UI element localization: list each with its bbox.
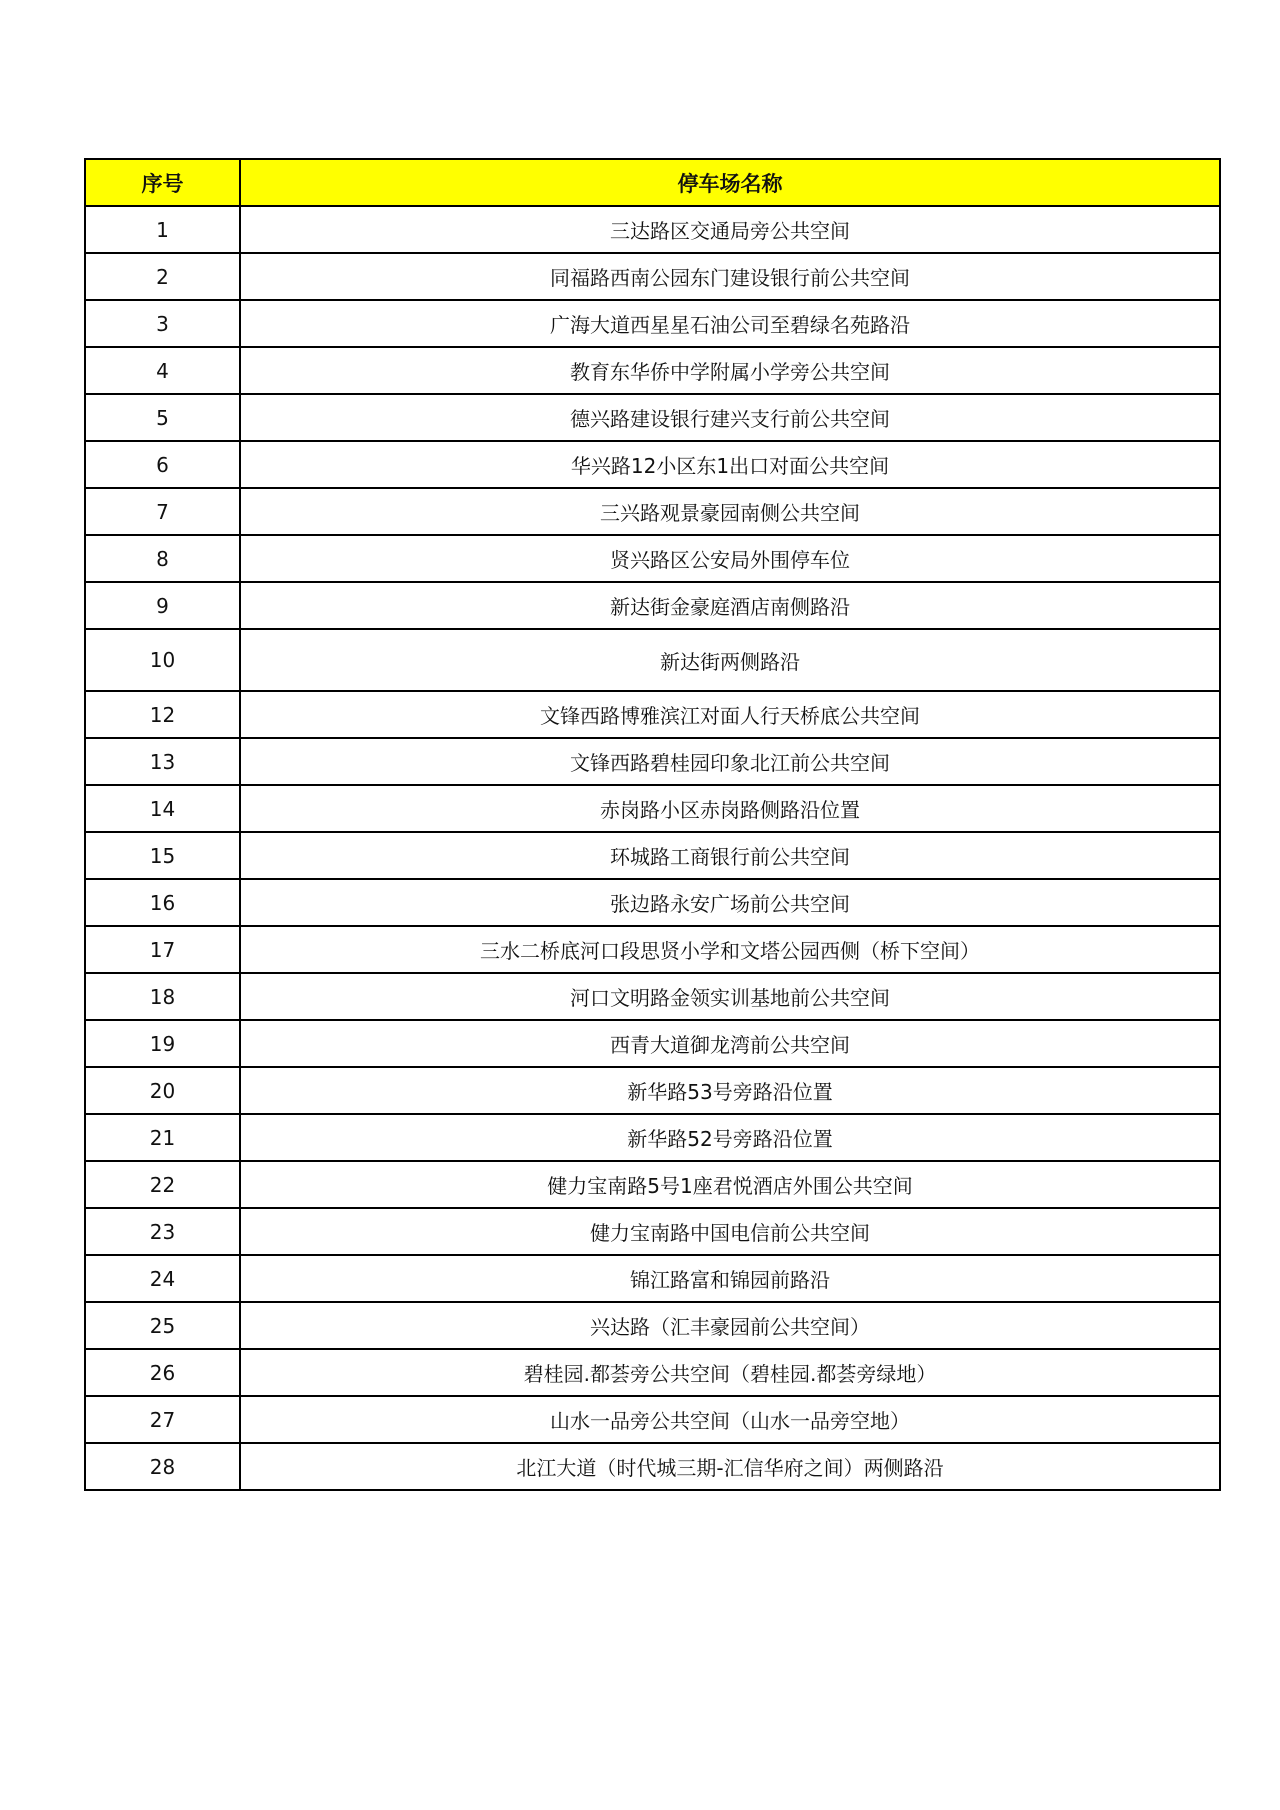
row-index-cell: 6: [85, 441, 240, 488]
row-parking-name-cell: 赤岗路小区赤岗路侧路沿位置: [240, 785, 1220, 832]
row-parking-name-cell: 锦江路富和锦园前路沿: [240, 1255, 1220, 1302]
table-row: [85, 926, 1220, 973]
row-index-cell: 22: [85, 1161, 240, 1208]
table-row: [85, 1020, 1220, 1067]
row-index-cell: 5: [85, 394, 240, 441]
row-parking-name-cell: 西青大道御龙湾前公共空间: [240, 1020, 1220, 1067]
table-row: [85, 879, 1220, 926]
parking-list-sheet: [84, 158, 1219, 1491]
row-parking-name-cell: 三水二桥底河口段思贤小学和文塔公园西侧（桥下空间）: [240, 926, 1220, 973]
table-row: [85, 1161, 1220, 1208]
row-parking-name-cell: 文锋西路碧桂园印象北江前公共空间: [240, 738, 1220, 785]
table-row: [85, 1302, 1220, 1349]
table-row: [85, 1255, 1220, 1302]
table-row: [85, 441, 1220, 488]
table-header-row: [85, 159, 1220, 206]
table-row: [85, 488, 1220, 535]
table-row: [85, 394, 1220, 441]
row-parking-name-cell: 华兴路12小区东1出口对面公共空间: [240, 441, 1220, 488]
row-index-cell: 17: [85, 926, 240, 973]
row-index-cell: 15: [85, 832, 240, 879]
table-row: [85, 738, 1220, 785]
row-parking-name-cell: 新华路52号旁路沿位置: [240, 1114, 1220, 1161]
row-index-cell: 26: [85, 1349, 240, 1396]
table-row: [85, 1349, 1220, 1396]
row-index-cell: 23: [85, 1208, 240, 1255]
row-index-cell: 13: [85, 738, 240, 785]
row-index-cell: 25: [85, 1302, 240, 1349]
row-index-cell: 16: [85, 879, 240, 926]
row-index-cell: 7: [85, 488, 240, 535]
row-parking-name-cell: 健力宝南路中国电信前公共空间: [240, 1208, 1220, 1255]
row-index-cell: 21: [85, 1114, 240, 1161]
header-index: 序号: [85, 159, 240, 206]
row-index-cell: 3: [85, 300, 240, 347]
row-index-cell: 4: [85, 347, 240, 394]
row-index-cell: 1: [85, 206, 240, 253]
table-row: [85, 582, 1220, 629]
table-row: [85, 1114, 1220, 1161]
row-index-cell: 12: [85, 691, 240, 738]
header-parking-name: 停车场名称: [240, 159, 1220, 206]
row-index-cell: 27: [85, 1396, 240, 1443]
table-row: [85, 535, 1220, 582]
row-parking-name-cell: 河口文明路金领实训基地前公共空间: [240, 973, 1220, 1020]
row-index-cell: 14: [85, 785, 240, 832]
row-index-cell: 28: [85, 1443, 240, 1490]
table-row: [85, 973, 1220, 1020]
row-index-cell: 18: [85, 973, 240, 1020]
parking-lot-table: [84, 158, 1221, 1491]
row-parking-name-cell: 贤兴路区公安局外围停车位: [240, 535, 1220, 582]
row-index-cell: 2: [85, 253, 240, 300]
row-parking-name-cell: 山水一品旁公共空间（山水一品旁空地）: [240, 1396, 1220, 1443]
table-body: [85, 206, 1220, 1490]
row-index-cell: 10: [85, 629, 240, 691]
row-parking-name-cell: 北江大道（时代城三期-汇信华府之间）两侧路沿: [240, 1443, 1220, 1490]
table-row: [85, 206, 1220, 253]
table-row: [85, 1443, 1220, 1490]
table-row: [85, 785, 1220, 832]
row-index-cell: 19: [85, 1020, 240, 1067]
table-row: [85, 300, 1220, 347]
row-parking-name-cell: 新达街两侧路沿: [240, 629, 1220, 691]
row-parking-name-cell: 新华路53号旁路沿位置: [240, 1067, 1220, 1114]
table-row: [85, 253, 1220, 300]
row-parking-name-cell: 碧桂园.都荟旁公共空间（碧桂园.都荟旁绿地）: [240, 1349, 1220, 1396]
row-parking-name-cell: 兴达路（汇丰豪园前公共空间）: [240, 1302, 1220, 1349]
row-parking-name-cell: 新达街金豪庭酒店南侧路沿: [240, 582, 1220, 629]
row-parking-name-cell: 同福路西南公园东门建设银行前公共空间: [240, 253, 1220, 300]
row-index-cell: 20: [85, 1067, 240, 1114]
table-row: [85, 1067, 1220, 1114]
row-parking-name-cell: 三兴路观景豪园南侧公共空间: [240, 488, 1220, 535]
table-row: [85, 347, 1220, 394]
table-row: [85, 1396, 1220, 1443]
row-parking-name-cell: 广海大道西星星石油公司至碧绿名苑路沿: [240, 300, 1220, 347]
row-parking-name-cell: 教育东华侨中学附属小学旁公共空间: [240, 347, 1220, 394]
table-row: [85, 691, 1220, 738]
table-row: [85, 629, 1220, 691]
row-parking-name-cell: 文锋西路博雅滨江对面人行天桥底公共空间: [240, 691, 1220, 738]
row-parking-name-cell: 环城路工商银行前公共空间: [240, 832, 1220, 879]
row-parking-name-cell: 健力宝南路5号1座君悦酒店外围公共空间: [240, 1161, 1220, 1208]
row-index-cell: 9: [85, 582, 240, 629]
row-parking-name-cell: 德兴路建设银行建兴支行前公共空间: [240, 394, 1220, 441]
row-index-cell: 8: [85, 535, 240, 582]
row-parking-name-cell: 三达路区交通局旁公共空间: [240, 206, 1220, 253]
table-row: [85, 1208, 1220, 1255]
row-index-cell: 24: [85, 1255, 240, 1302]
table-row: [85, 832, 1220, 879]
row-parking-name-cell: 张边路永安广场前公共空间: [240, 879, 1220, 926]
